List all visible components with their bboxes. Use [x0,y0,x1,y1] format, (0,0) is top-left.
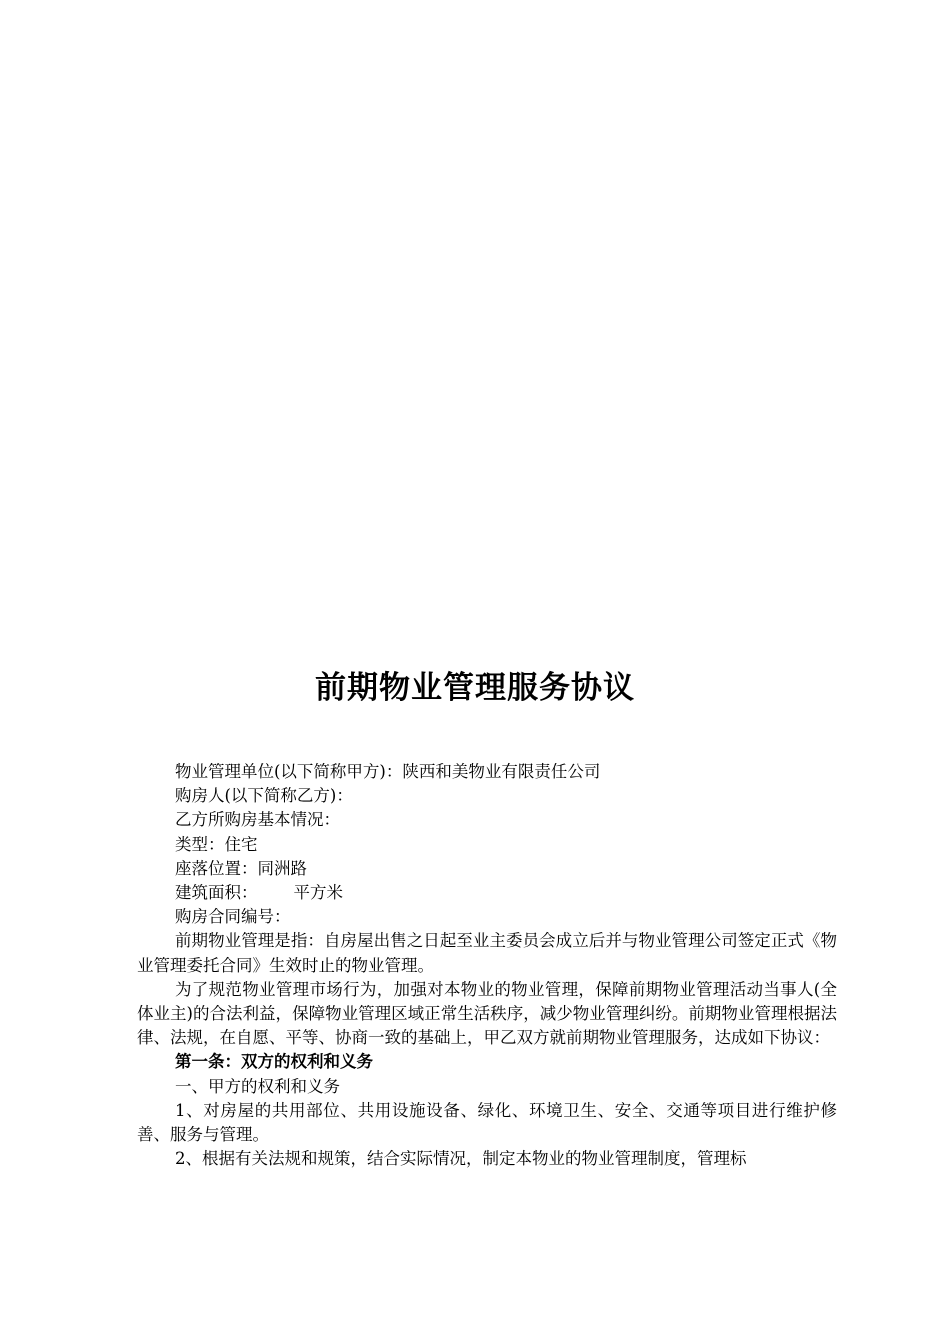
info-line-buyer: 购房人(以下简称乙方)： [175,786,353,806]
document-title: 前期物业管理服务协议 [315,670,635,706]
area-label: 建筑面积： [175,883,258,903]
info-line-area [137,881,837,905]
info-line-type: 类型：住宅 [175,834,258,854]
item-1: 1、对房屋的共用部位、共用设施设备、绿化、环境卫生、安全、交通等项目进行维护修善、服务与管理。 [137,1100,837,1145]
info-line-property-info: 乙方所购房基本情况： [175,810,340,830]
item-2: 2、根据有关法规和规策，结合实际情况，制定本物业的物业管理制度，管理标 [175,1149,747,1169]
article-1-heading: 第一条：双方的权利和义务 [175,1052,373,1072]
document-body [137,760,837,1171]
paragraph-definition: 前期物业管理是指：自房屋出售之日起至业主委员会成立后并与物业管理公司签定正式《物业管理委托合同》生效时止的物业管理。 [137,931,837,975]
info-line-management-unit: 物业管理单位(以下简称甲方)：陕西和美物业有限责任公司 [175,762,601,781]
paragraph-purpose: 为了规范物业管理市场行为，加强对本物业的物业管理，保障前期物业管理活动当事人(全体业主)的合法利益，保障物业管理区域正常生活秩序，减少物业管理纠纷。前期物业管理根据法律、法规，在自愿、平等、协商一致的基础上，甲乙双方就前期物业管理服务，达成如下协议： [137,979,837,1048]
section-1-heading: 一、甲方的权利和义务 [175,1076,340,1096]
area-unit: 平方米 [293,883,343,903]
info-line-location: 座落位置：同洲路 [175,858,307,878]
info-line-contract-number: 购房合同编号： [175,907,291,927]
